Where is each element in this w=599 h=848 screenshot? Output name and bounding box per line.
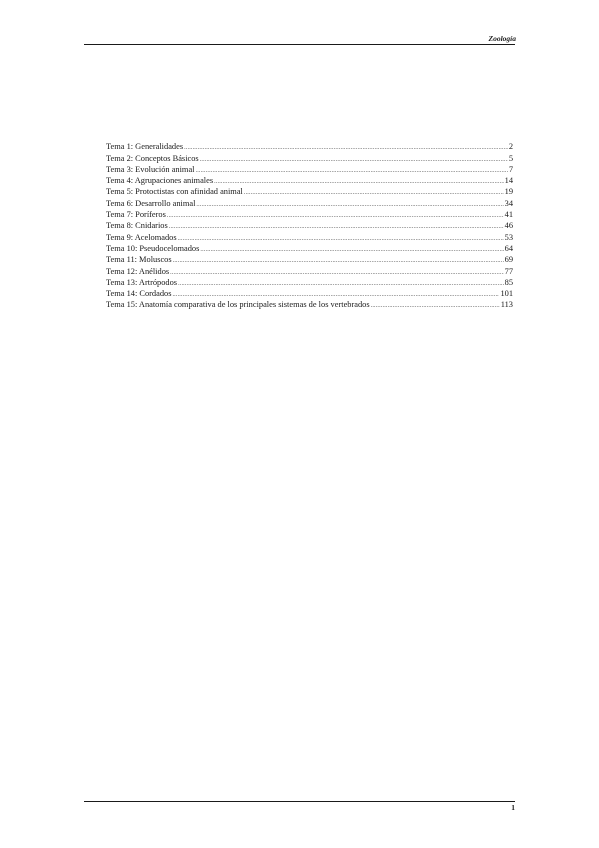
- toc-entry[interactable]: [106, 164, 513, 175]
- toc-entry-page[interactable]: 77: [504, 266, 513, 276]
- toc-entry-title[interactable]: Tema 4: Agrupaciones animales: [106, 176, 214, 186]
- header-rule: [84, 44, 515, 45]
- toc-entry[interactable]: [106, 152, 513, 163]
- toc-entry[interactable]: [106, 265, 513, 276]
- toc-dot-leader: [167, 212, 504, 220]
- toc-dot-leader: [196, 167, 508, 175]
- toc-entry-title[interactable]: Tema 12: Anélidos: [106, 266, 170, 276]
- toc-entry-page[interactable]: 5: [508, 153, 513, 163]
- page-number: 1: [511, 803, 515, 812]
- toc-dot-leader: [200, 246, 503, 254]
- toc-entry[interactable]: [106, 299, 513, 310]
- toc-entry-page[interactable]: 69: [504, 255, 513, 265]
- toc-entry-page[interactable]: 85: [504, 277, 513, 287]
- toc-entry-page[interactable]: 46: [504, 221, 513, 231]
- toc-dot-leader: [169, 223, 504, 231]
- toc-dot-leader: [184, 144, 508, 152]
- toc-entry-page[interactable]: 2: [508, 142, 513, 152]
- toc-entry-page[interactable]: 101: [500, 289, 513, 299]
- toc-entry-title[interactable]: Tema 5: Protoctistas con afinidad animal: [106, 187, 243, 197]
- toc-entry-page[interactable]: 19: [504, 187, 513, 197]
- toc-dot-leader: [196, 201, 503, 209]
- toc-entry-page[interactable]: 113: [500, 300, 513, 310]
- toc-dot-leader: [172, 291, 499, 299]
- toc-entry-page[interactable]: 41: [504, 210, 513, 220]
- toc-entry[interactable]: [106, 254, 513, 265]
- table-of-contents: [106, 141, 513, 310]
- toc-entry[interactable]: [106, 197, 513, 208]
- toc-dot-leader: [178, 280, 504, 288]
- toc-dot-leader: [170, 269, 503, 277]
- toc-dot-leader: [200, 156, 508, 164]
- toc-entry-title[interactable]: Tema 10: Pseudocelomados: [106, 243, 200, 253]
- toc-dot-leader: [371, 302, 500, 310]
- toc-entry-title[interactable]: Tema 7: Poríferos: [106, 210, 166, 220]
- toc-entry[interactable]: [106, 231, 513, 242]
- toc-entry[interactable]: [106, 220, 513, 231]
- toc-entry-title[interactable]: Tema 6: Desarrollo animal: [106, 198, 196, 208]
- toc-dot-leader: [173, 257, 504, 265]
- toc-entry[interactable]: [106, 288, 513, 299]
- toc-entry[interactable]: [106, 209, 513, 220]
- toc-entry[interactable]: [106, 175, 513, 186]
- running-header: Zoología: [488, 34, 516, 43]
- toc-entry-title[interactable]: Tema 13: Artrópodos: [106, 277, 178, 287]
- toc-entry[interactable]: [106, 186, 513, 197]
- toc-entry-title[interactable]: Tema 3: Evolución animal: [106, 164, 195, 174]
- toc-entry-title[interactable]: Tema 1: Generalidades: [106, 142, 184, 152]
- toc-entry[interactable]: [106, 141, 513, 152]
- toc-entry-title[interactable]: Tema 15: Anatomía comparativa de los principales sistemas de los vertebrados: [106, 300, 370, 310]
- toc-entry-title[interactable]: Tema 9: Acelomados: [106, 232, 177, 242]
- toc-entry-page[interactable]: 53: [504, 232, 513, 242]
- footer-rule: [84, 801, 515, 802]
- toc-dot-leader: [214, 178, 504, 186]
- toc-entry-title[interactable]: Tema 11: Moluscos: [106, 255, 172, 265]
- toc-dot-leader: [244, 189, 504, 197]
- toc-entry-title[interactable]: Tema 14: Cordados: [106, 289, 172, 299]
- toc-entry-page[interactable]: 14: [504, 176, 513, 186]
- toc-entry-page[interactable]: 64: [504, 243, 513, 253]
- toc-entry-title[interactable]: Tema 2: Conceptos Básicos: [106, 153, 199, 163]
- toc-entry[interactable]: [106, 277, 513, 288]
- toc-entry-title[interactable]: Tema 8: Cnidarios: [106, 221, 168, 231]
- toc-entry-page[interactable]: 7: [508, 164, 513, 174]
- toc-dot-leader: [178, 235, 504, 243]
- toc-entry-page[interactable]: 34: [504, 198, 513, 208]
- toc-entry[interactable]: [106, 243, 513, 254]
